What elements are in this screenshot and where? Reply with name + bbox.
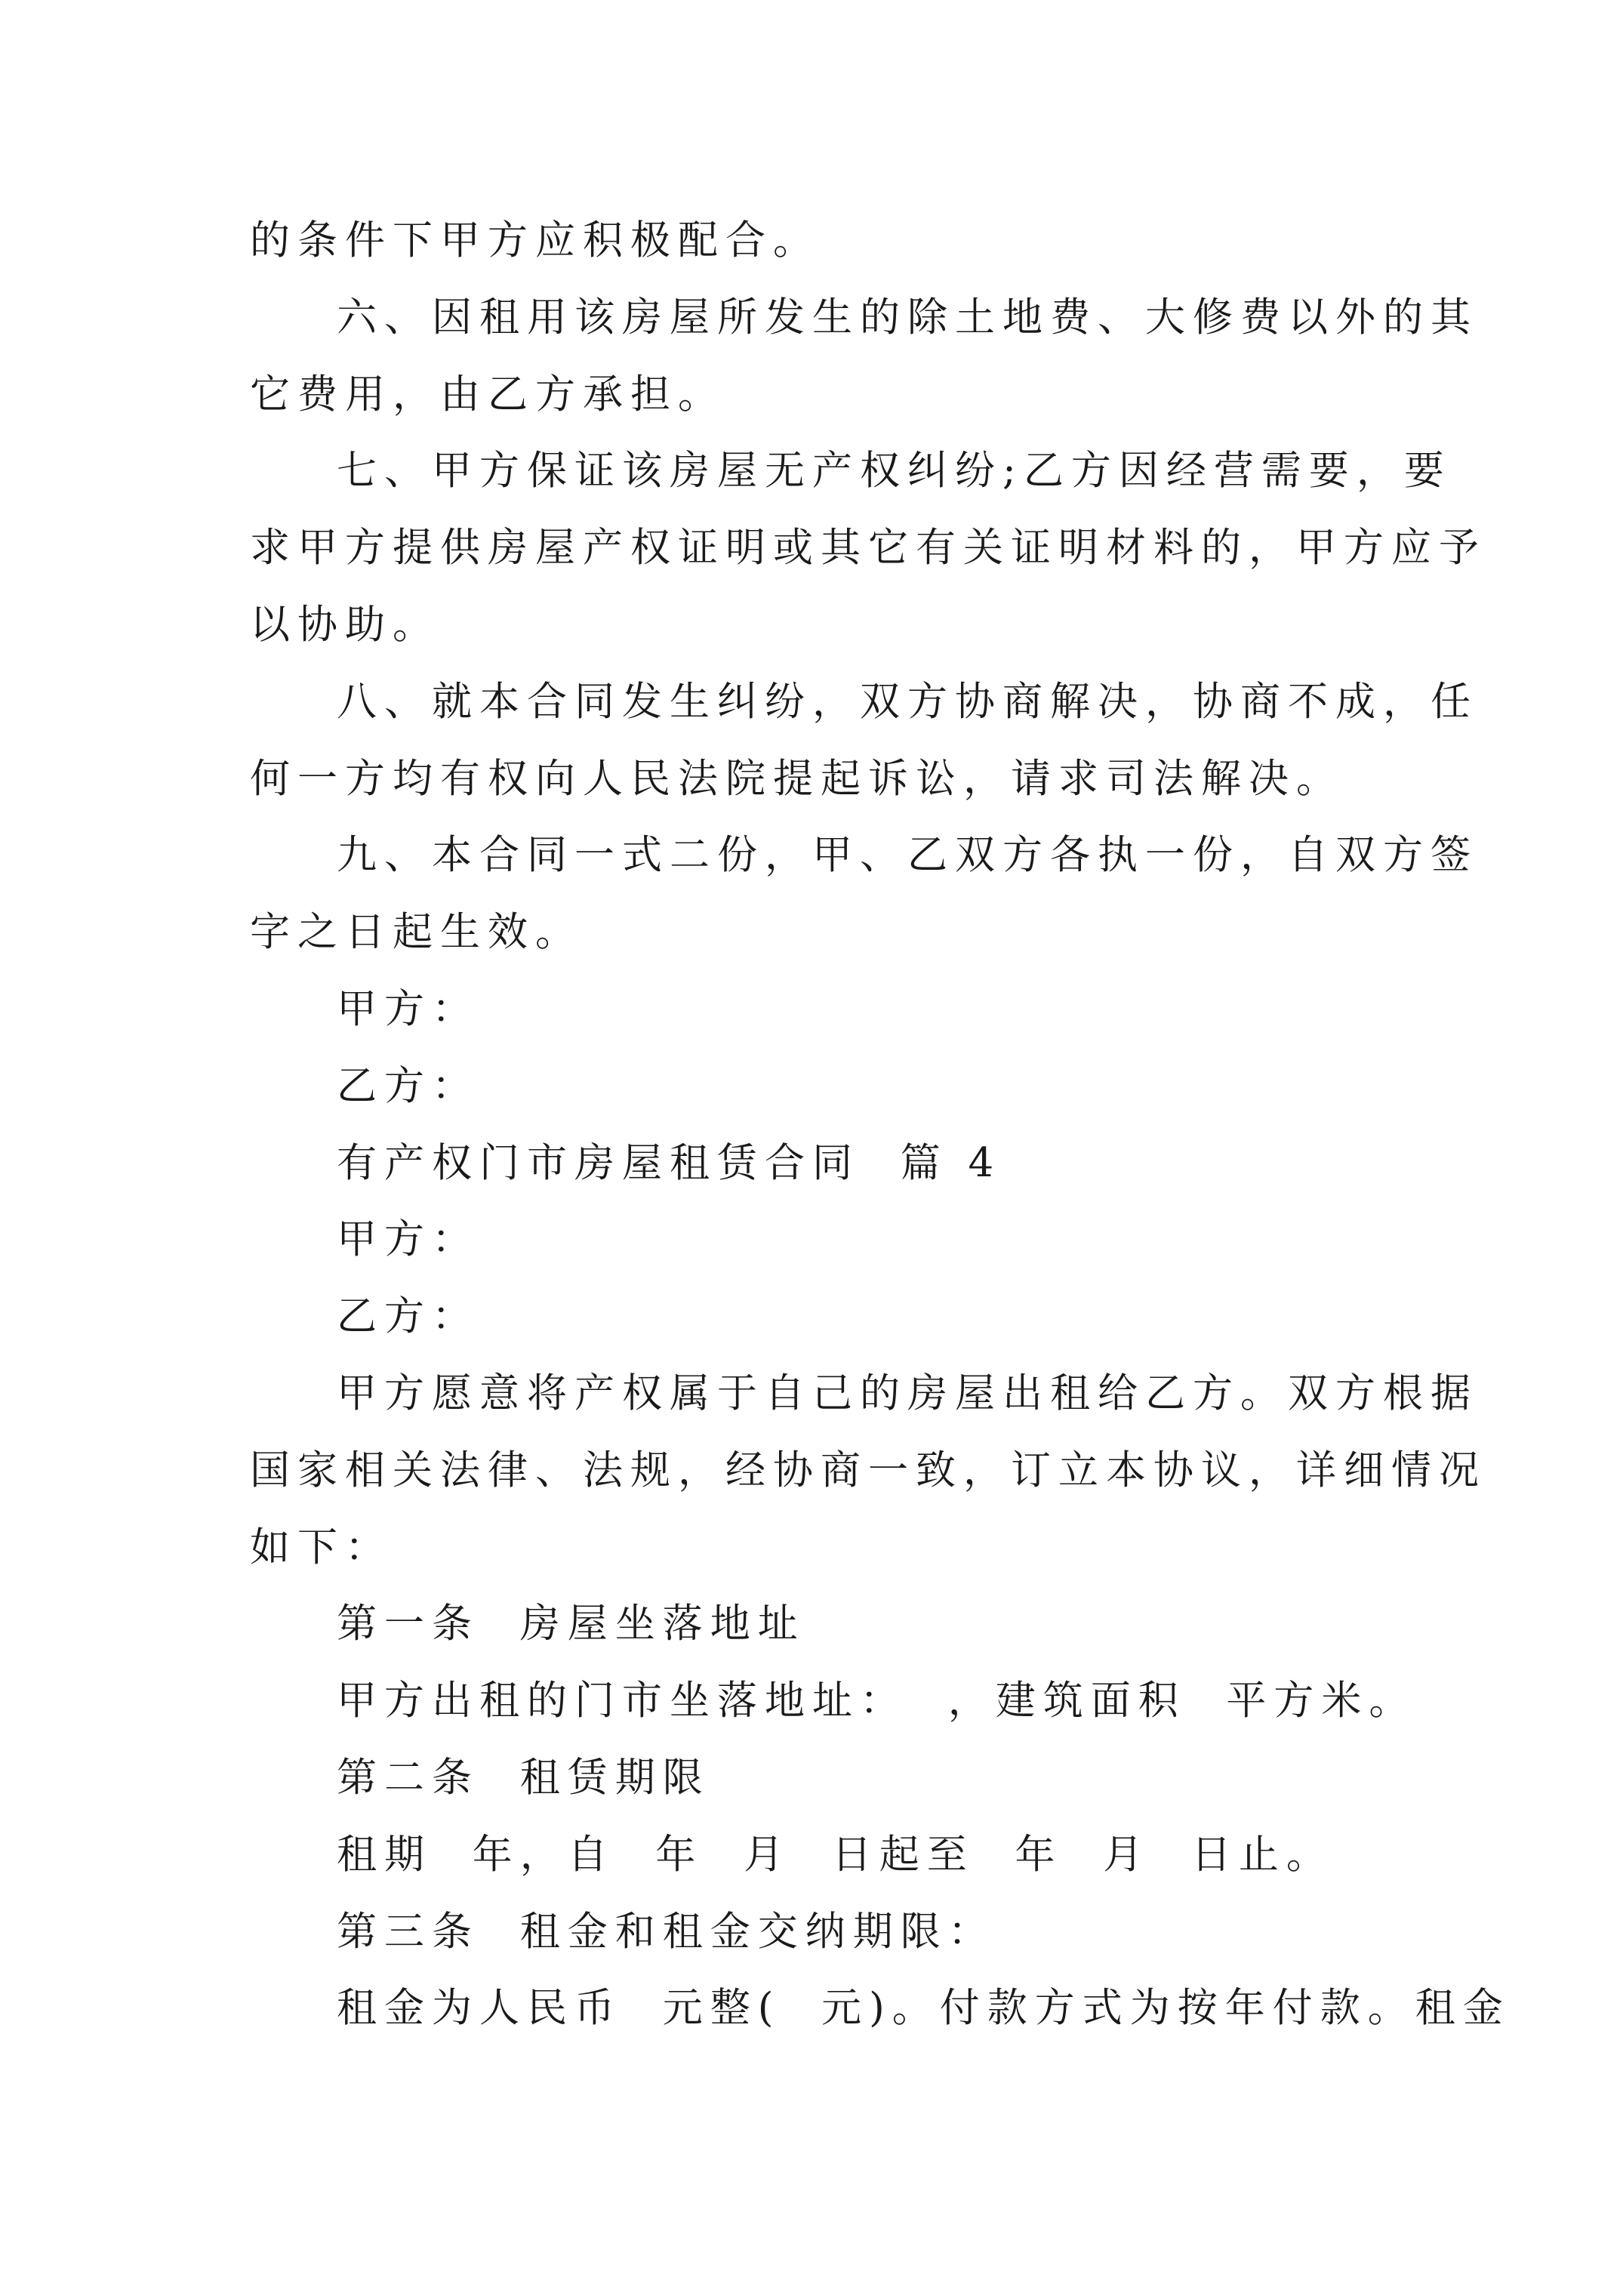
text-line: 何一方均有权向人民法院提起诉讼，请求司法解决。 [250,755,1344,802]
text-line: 八、就本合同发生纠纷，双方协商解决，协商不成，任 [337,678,1478,725]
party-b-label: 乙方： [337,1062,479,1109]
document-body [250,202,1511,2047]
text-line: 六、因租用该房屋所发生的除土地费、大修费以外的其 [337,294,1478,341]
party-a-label: 甲方： [337,985,479,1032]
party-a-label: 甲方： [337,1216,479,1263]
text-line: 租期 年，自 年 月 日起至 年 月 日止。 [337,1831,1334,1878]
text-line: 九、本合同一式二份，甲、乙双方各执一份，自双方签 [337,832,1478,879]
article-heading: 第一条 房屋坐落地址 [337,1601,805,1647]
text-line: 甲方愿意将产权属于自己的房屋出租给乙方。双方根据 [337,1370,1478,1416]
text-line: 求甲方提供房屋产权证明或其它有关证明材料的，甲方应予 [250,525,1486,572]
text-line: 以协助。 [250,601,440,648]
text-line: 它费用，由乙方承担。 [250,371,725,418]
section-heading: 有产权门市房屋租赁合同 篇 4 [337,1139,1002,1186]
article-heading: 第二条 租赁期限 [337,1754,710,1801]
text-line: 如下： [250,1524,393,1570]
text-line: 租金为人民币 元整( 元)。付款方式为按年付款。租金 [337,1985,1511,2032]
text-line: 国家相关法律、法规，经协商一致，订立本协议，详细情况 [250,1447,1486,1493]
text-line: 的条件下甲方应积极配合。 [250,217,821,264]
party-b-label: 乙方： [337,1293,479,1340]
text-line: 七、甲方保证该房屋无产权纠纷;乙方因经营需要，要 [337,448,1452,495]
text-line: 甲方出租的门市坐落地址： ，建筑面积 平方米。 [337,1678,1417,1724]
text-line: 字之日起生效。 [250,909,583,956]
article-heading: 第三条 租金和租金交纳期限： [337,1908,996,1955]
